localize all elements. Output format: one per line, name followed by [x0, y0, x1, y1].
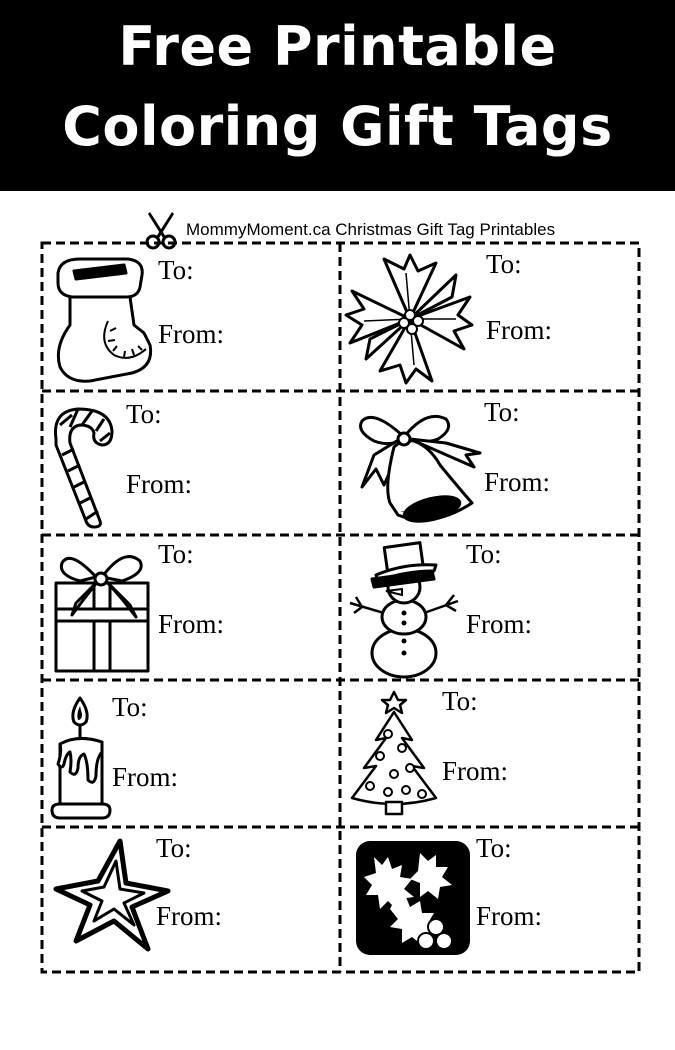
gift-tag-stocking — [42, 243, 340, 391]
tag-from-label: From: — [442, 756, 509, 786]
tag-from-label: From: — [112, 762, 179, 792]
gift-box-icon — [50, 547, 154, 675]
tag-from-label: From: — [158, 319, 225, 349]
tag-to-label: To: — [158, 255, 194, 285]
gift-tag-bell — [340, 391, 639, 535]
gift-tag-snowman — [340, 535, 639, 680]
title-line-2: Coloring Gift Tags — [62, 95, 613, 158]
gift-tag-candle — [42, 680, 340, 827]
bell-icon — [354, 407, 484, 529]
candy-cane-icon — [48, 405, 124, 529]
tag-to-label: To: — [486, 249, 522, 279]
star-icon — [52, 837, 172, 953]
holly-icon — [354, 839, 472, 957]
gift-tag-candy-cane — [42, 391, 340, 535]
stocking-icon — [50, 253, 160, 388]
tag-from-label: From: — [466, 609, 533, 639]
tag-to-label: To: — [126, 399, 162, 429]
gift-tag-christmas-tree — [340, 680, 639, 827]
tag-from-label: From: — [486, 315, 553, 345]
tag-to-label: To: — [466, 539, 502, 569]
tag-from-label: From: — [126, 469, 193, 499]
tag-from-label: From: — [484, 467, 551, 497]
tag-to-label: To: — [112, 692, 148, 722]
gift-tag-gift-box — [42, 535, 340, 680]
christmas-tree-icon — [348, 690, 440, 818]
poinsettia-icon — [344, 253, 476, 385]
tag-from-label: From: — [476, 901, 543, 931]
gift-tag-holly — [340, 827, 639, 972]
tag-from-label: From: — [158, 609, 225, 639]
tag-from-label: From: — [156, 901, 223, 931]
tag-to-label: To: — [156, 833, 192, 863]
title-line-1: Free Printable — [118, 15, 557, 78]
snowman-icon — [346, 541, 464, 679]
gift-tag-poinsettia — [340, 243, 639, 391]
candle-icon — [48, 694, 112, 822]
credit-text: MommyMoment.ca Christmas Gift Tag Printables — [186, 220, 556, 239]
tag-to-label: To: — [484, 397, 520, 427]
tag-to-label: To: — [442, 686, 478, 716]
gift-tag-star — [42, 827, 340, 972]
tag-to-label: To: — [476, 833, 512, 863]
tag-to-label: To: — [158, 539, 194, 569]
